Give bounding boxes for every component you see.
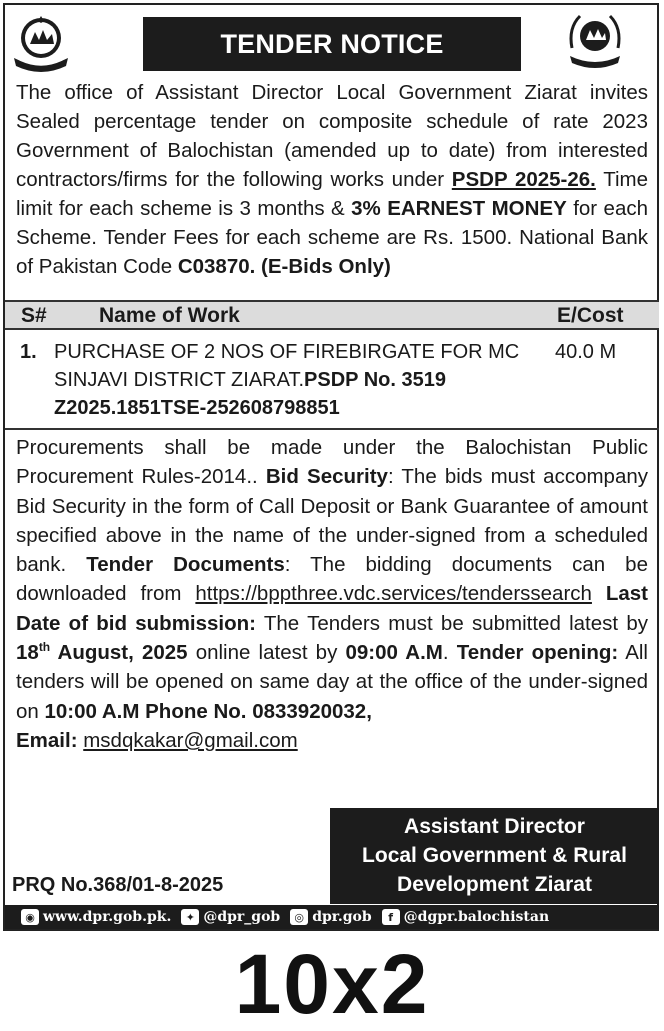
tender-search-link[interactable]: https://bppthree.vdc.services/tenderssearch	[195, 582, 592, 606]
col-ecost: E/Cost	[557, 304, 624, 327]
balochistan-emblem-left-icon	[8, 10, 74, 76]
email-link[interactable]: msdqkakar@gmail.com	[83, 728, 298, 752]
row-work: PURCHASE OF 2 NOS OF FIREBIRGATE FOR MC SINJAVI DISTRICT ZIARAT.PSDP No. 3519 Z2025.1851TSE-252608798851	[54, 341, 520, 419]
divider	[5, 428, 659, 430]
facebook-icon: f	[382, 909, 400, 925]
instagram-icon: ◎	[290, 909, 308, 925]
prq-number: PRQ No.368/01-8-2025	[12, 874, 224, 896]
globe-icon: ◉	[21, 909, 39, 925]
footer-bar	[5, 905, 659, 929]
row-sn: 1.	[20, 341, 37, 363]
footer-website[interactable]: ◉ www.dpr.gob.pk.	[21, 909, 171, 925]
twitter-icon: ✦	[181, 909, 199, 925]
intro-paragraph: The office of Assistant Director Local Government Ziarat invites Sealed percentage tender on composite schedule of rate 2023 Government of Balochistan (amended up to date) from interested contractors/firms for the following works under PSDP 2025-26. Time limit for each scheme is 3 months & 3% EARNEST MONEY for each Scheme. Tender Fees for each scheme are Rs. 1500. National Bank of Pakistan Code C03870. (E-Bids Only)	[16, 81, 648, 278]
page-title: TENDER NOTICE	[143, 17, 521, 71]
terms-paragraph: Procurements shall be made under the Balochistan Public Procurement Rules-2014.. Bid Security: The bids must accompany Bid Security in the form of Call Deposit or Bank Guarantee of amount specified above in the name of the under-signed from a scheduled bank. Tender Documents: The bidding documents can be downloaded from https://bppthree.vdc.services/tenderssearch Last Date of bid submission: The Tenders must be submitted latest by 18th August, 2025 online latest by 09:00 A.M. Tender opening: All tenders will be opened on same day at the office of the under-signed on 10:00 A.M Phone No. 0833920032, Email: msdqkakar@gmail.com	[16, 436, 648, 752]
col-name-of-work: Name of Work	[99, 304, 240, 327]
footer-instagram[interactable]: ◎ dpr.gob	[290, 909, 371, 925]
row-cost: 40.0 M	[555, 341, 617, 363]
table-header	[5, 300, 659, 330]
signature-block: Assistant Director Local Government & Rural Development Ziarat	[330, 808, 659, 904]
footer-facebook[interactable]: f @dgpr.balochistan	[382, 909, 549, 925]
ad-size-label: 10x2	[234, 937, 430, 1031]
balochistan-emblem-right-icon	[562, 8, 628, 74]
footer-twitter[interactable]: ✦ @dpr_gob	[181, 909, 280, 925]
col-sn: S#	[21, 304, 47, 327]
